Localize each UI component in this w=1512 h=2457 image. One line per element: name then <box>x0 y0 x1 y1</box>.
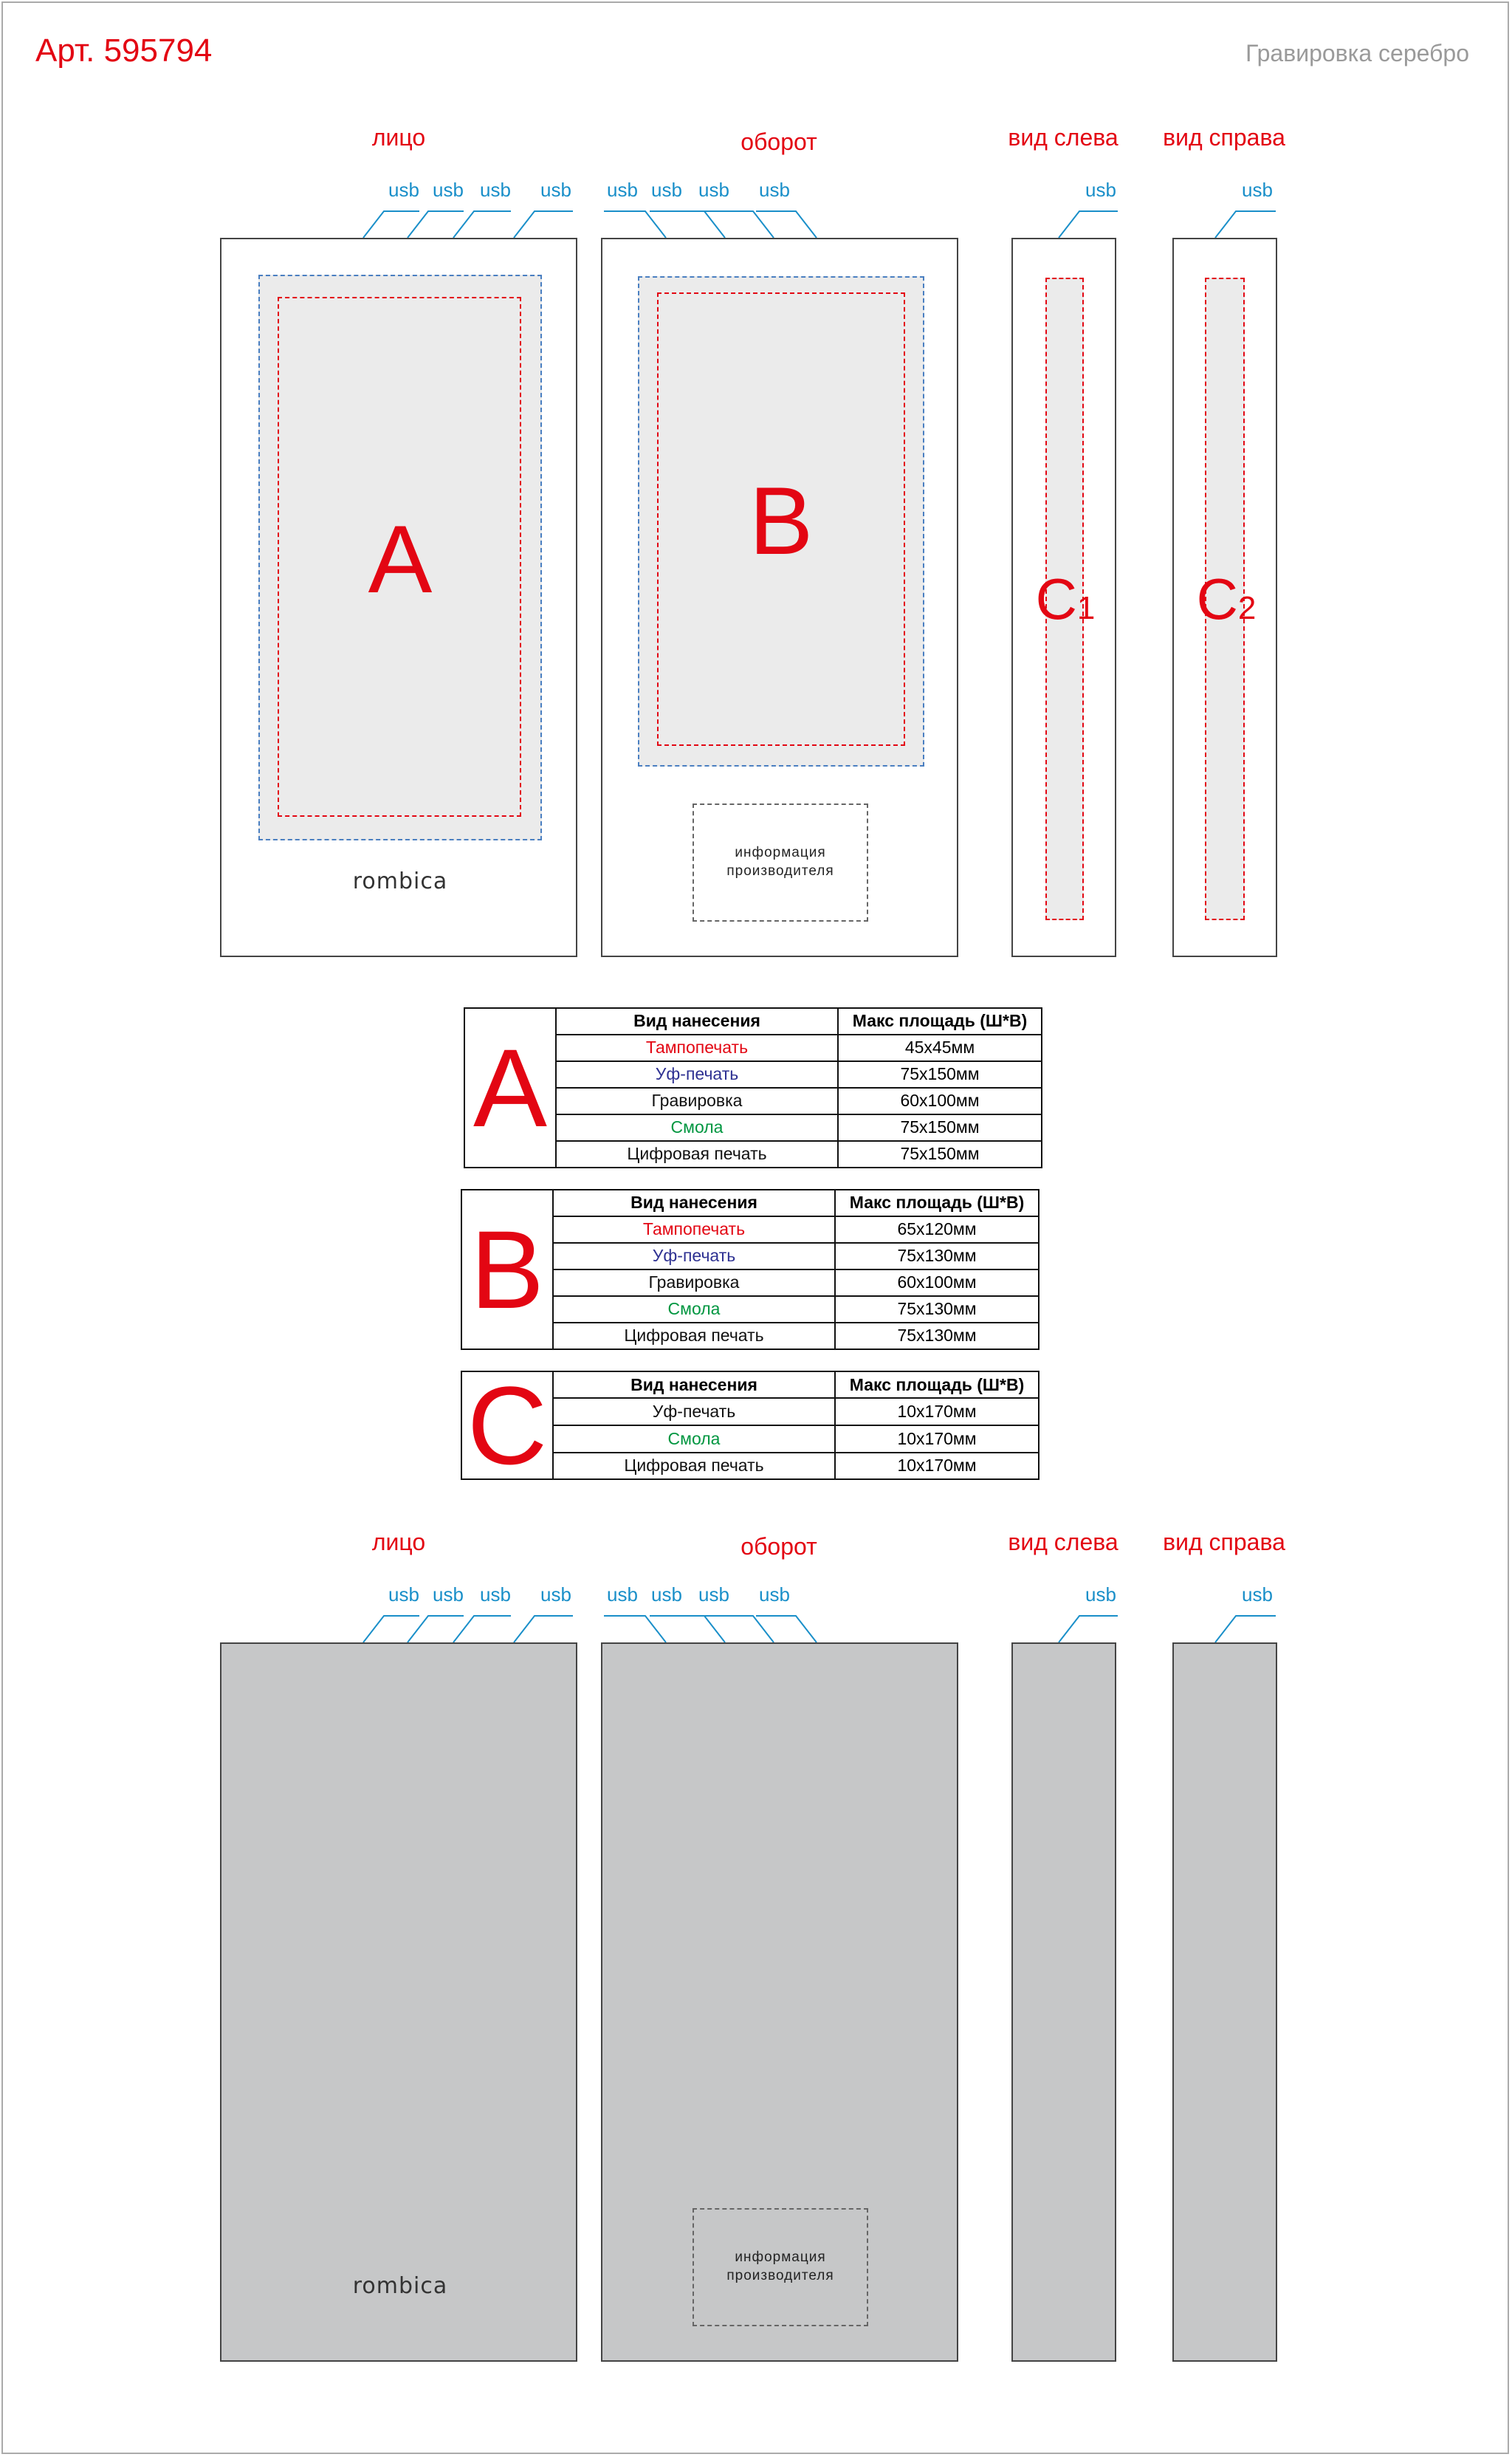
usb-label: usb <box>433 179 464 201</box>
zone-c1-letter: C1 <box>1035 566 1096 631</box>
usb-label: usb <box>433 1583 464 1606</box>
table-b-grid <box>554 1190 1038 1349</box>
view-label-back: оборот <box>740 1533 817 1560</box>
table-c-header-area: Макс площадь (Ш*В) <box>835 1372 1038 1398</box>
usb-label: usb <box>1085 179 1116 201</box>
table-a <box>464 1007 1042 1168</box>
usb-label: usb <box>651 1583 682 1606</box>
view-label-right: вид справа <box>1163 1529 1285 1555</box>
table-a-letter: A <box>465 1009 557 1167</box>
table-c-header-method: Вид нанесения <box>554 1372 835 1398</box>
right-side-panel-product <box>1172 1642 1277 2362</box>
zone-c2-letter: C2 <box>1196 566 1257 631</box>
application-method-cell: Гравировка <box>557 1088 838 1114</box>
max-area-cell: 10х170мм <box>835 1425 1038 1453</box>
table-c-letter: C <box>462 1372 554 1478</box>
usb-label: usb <box>698 1583 729 1606</box>
table-row <box>554 1323 1038 1349</box>
right-side-panel <box>1172 238 1277 957</box>
application-method-cell: Уф-печать <box>554 1243 835 1269</box>
application-method-cell: Смола <box>554 1425 835 1453</box>
table-b <box>461 1189 1040 1350</box>
application-method-cell: Гравировка <box>554 1269 835 1296</box>
manufacturer-info-line2: производителя <box>726 2268 834 2283</box>
max-area-cell: 75х130мм <box>835 1323 1038 1349</box>
usb-label: usb <box>388 1583 419 1606</box>
table-a-header-area: Макс площадь (Ш*В) <box>838 1009 1041 1035</box>
zone-a-letter: A <box>368 505 433 613</box>
max-area-cell: 45х45мм <box>838 1035 1041 1061</box>
usb-label: usb <box>480 179 511 201</box>
table-row <box>557 1061 1041 1088</box>
table-b-header-method: Вид нанесения <box>554 1190 835 1216</box>
max-area-cell: 60х100мм <box>838 1088 1041 1114</box>
article-number: Арт. 595794 <box>35 32 213 69</box>
usb-label: usb <box>1242 1583 1273 1606</box>
brand-logo: rombica <box>352 2273 448 2299</box>
application-method-cell: Уф-печать <box>554 1398 835 1425</box>
application-method-cell: Цифровая печать <box>554 1323 835 1349</box>
usb-label: usb <box>1242 179 1273 201</box>
usb-label: usb <box>388 179 419 201</box>
manufacturer-info-line1: информация <box>735 845 826 861</box>
table-b-header-area: Макс площадь (Ш*В) <box>835 1190 1038 1216</box>
view-label-right: вид справа <box>1163 124 1285 151</box>
usb-label: usb <box>540 179 571 201</box>
table-c-header-row <box>554 1372 1038 1398</box>
usb-label: usb <box>480 1583 511 1606</box>
max-area-cell: 10х170мм <box>835 1453 1038 1479</box>
table-c-grid <box>554 1372 1038 1478</box>
application-method-cell: Цифровая печать <box>554 1453 835 1479</box>
back-panel-product <box>601 1642 958 2362</box>
table-row <box>554 1216 1038 1243</box>
view-label-back: оборот <box>740 128 817 155</box>
usb-label: usb <box>651 179 682 201</box>
usb-label: usb <box>759 179 790 201</box>
table-row <box>554 1398 1038 1425</box>
max-area-cell: 10х170мм <box>835 1398 1038 1425</box>
face-panel <box>220 238 577 957</box>
max-area-cell: 75х150мм <box>838 1114 1041 1141</box>
face-panel-product <box>220 1642 577 2362</box>
table-c <box>461 1363 1040 1487</box>
table-a-header-row <box>557 1009 1041 1035</box>
max-area-cell: 75х130мм <box>835 1243 1038 1269</box>
application-method-cell: Смола <box>554 1296 835 1323</box>
view-label-left: вид слева <box>1008 124 1118 151</box>
application-method-cell: Смола <box>557 1114 838 1141</box>
table-b-header-row <box>554 1190 1038 1216</box>
table-row <box>557 1141 1041 1167</box>
table-row <box>557 1088 1041 1114</box>
table-b-letter: B <box>462 1190 554 1349</box>
max-area-cell: 75х150мм <box>838 1061 1041 1088</box>
usb-label: usb <box>759 1583 790 1606</box>
max-area-cell: 65х120мм <box>835 1216 1038 1243</box>
application-method-cell: Тампопечать <box>557 1035 838 1061</box>
table-row <box>557 1114 1041 1141</box>
manufacturer-info-box <box>693 803 868 922</box>
application-method-title: Гравировка серебро <box>1245 40 1469 66</box>
manufacturer-info-line2: производителя <box>726 863 834 879</box>
view-label-face: лицо <box>371 1529 426 1555</box>
max-area-cell: 60х100мм <box>835 1269 1038 1296</box>
usb-label: usb <box>607 1583 638 1606</box>
table-a-header-method: Вид нанесения <box>557 1009 838 1035</box>
back-panel <box>601 238 958 957</box>
application-method-cell: Тампопечать <box>554 1216 835 1243</box>
manufacturer-info-box <box>693 2208 868 2326</box>
view-label-left: вид слева <box>1008 1529 1118 1555</box>
max-area-cell: 75х130мм <box>835 1296 1038 1323</box>
table-row <box>554 1453 1038 1479</box>
table-row <box>554 1269 1038 1296</box>
brand-logo: rombica <box>352 868 448 894</box>
usb-label: usb <box>1085 1583 1116 1606</box>
table-row <box>554 1425 1038 1453</box>
max-area-cell: 75х150мм <box>838 1141 1041 1167</box>
view-label-face: лицо <box>371 124 426 151</box>
application-method-cell: Цифровая печать <box>557 1141 838 1167</box>
table-a-grid <box>557 1009 1041 1167</box>
left-side-panel <box>1011 238 1116 957</box>
usb-label: usb <box>607 179 638 201</box>
usb-label: usb <box>698 179 729 201</box>
application-method-cell: Уф-печать <box>557 1061 838 1088</box>
table-row <box>557 1035 1041 1061</box>
zone-b-letter: B <box>749 467 814 575</box>
usb-label: usb <box>540 1583 571 1606</box>
manufacturer-info-line1: информация <box>735 2249 826 2266</box>
left-side-panel-product <box>1011 1642 1116 2362</box>
table-row <box>554 1296 1038 1323</box>
table-row <box>554 1243 1038 1269</box>
